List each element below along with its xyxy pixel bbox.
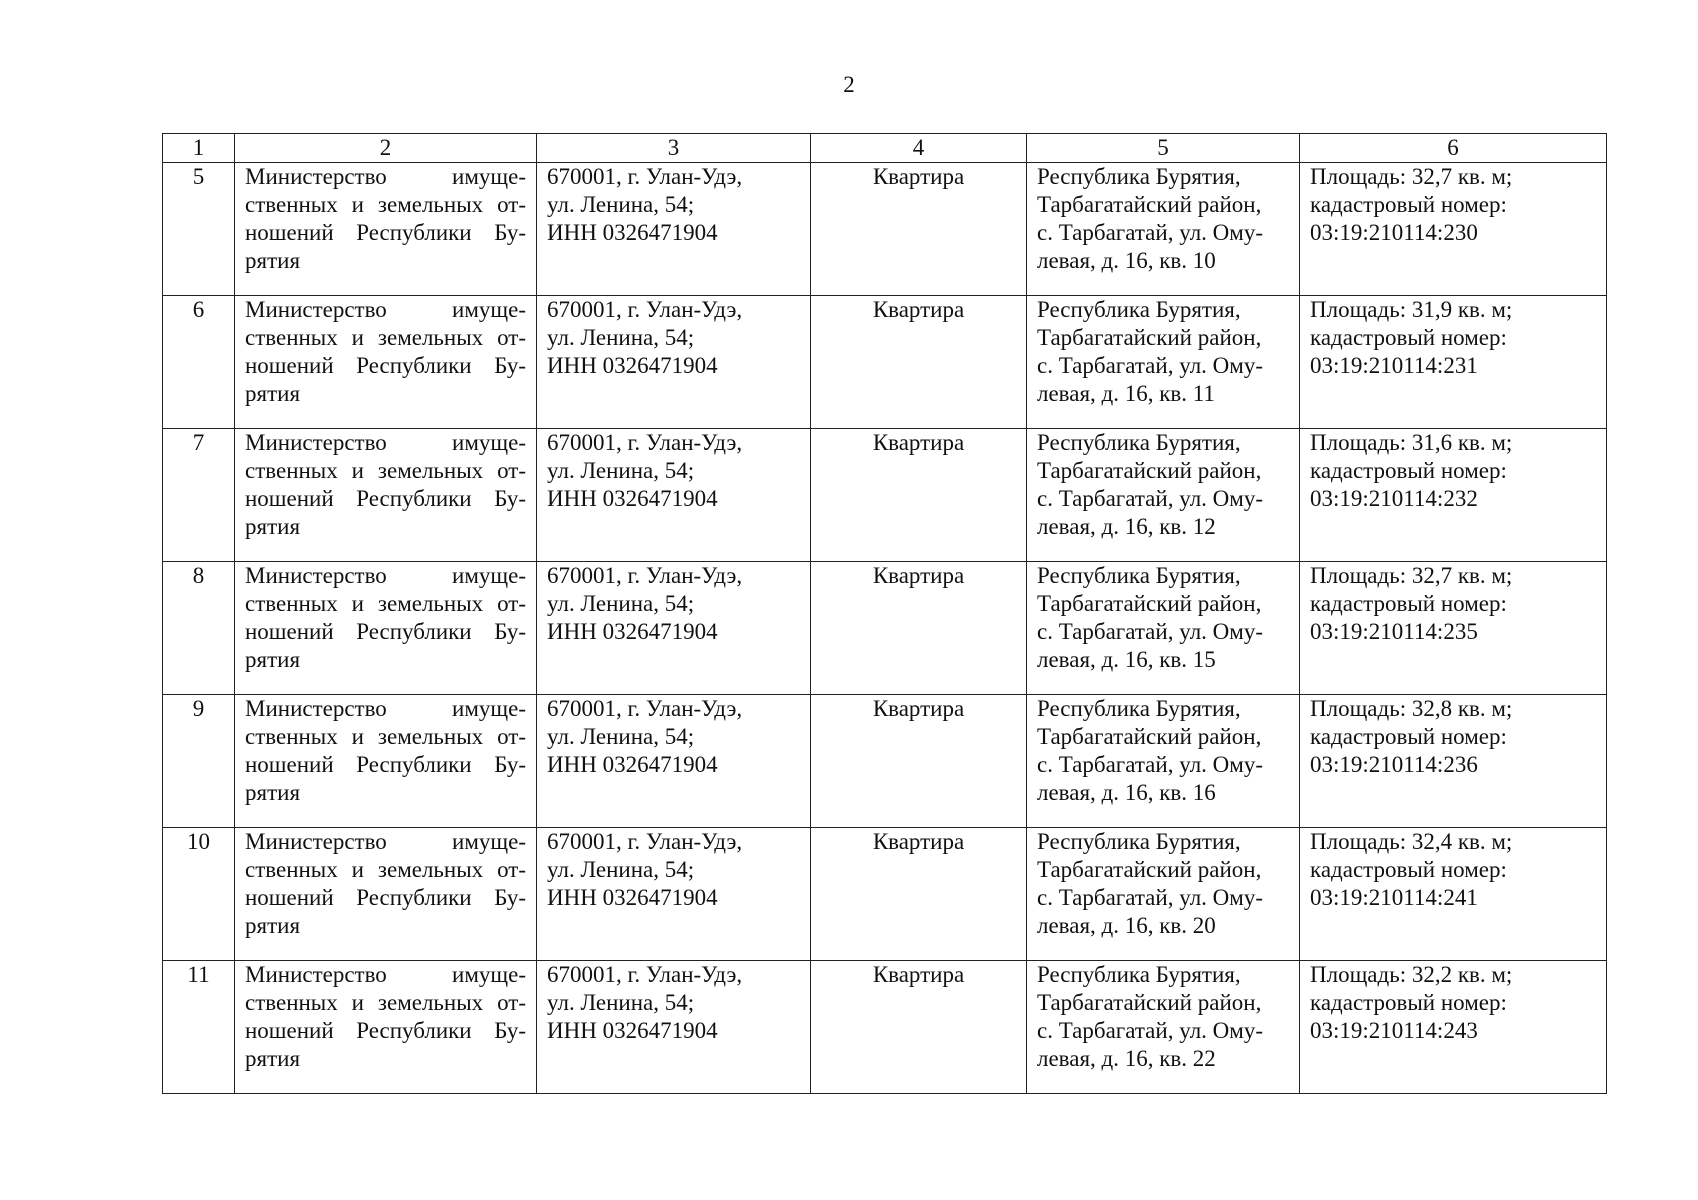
details-line: Площадь: 31,6 кв. м; <box>1310 430 1513 455</box>
requisites-cell <box>537 429 811 562</box>
owner-line: Министерство имуще- <box>245 430 526 455</box>
requisites-cell <box>537 695 811 828</box>
requisites-cell <box>537 562 811 695</box>
requisites-line: ул. Ленина, 54; <box>547 857 695 882</box>
requisites-line: 670001, г. Улан-Удэ, <box>547 430 743 455</box>
table-header <box>163 134 1607 163</box>
table-row <box>163 296 1607 429</box>
row-number: 10 <box>163 828 235 961</box>
owner-line: ственных и земельных от- <box>245 990 526 1015</box>
details-line: кадастровый номер: <box>1310 458 1507 483</box>
table-row <box>163 961 1607 1094</box>
owner-line: рятия <box>245 1046 301 1071</box>
address-line: с. Тарбагатай, ул. Ому- <box>1037 1018 1263 1043</box>
address-line: левая, д. 16, кв. 10 <box>1037 248 1216 273</box>
owner-cell <box>235 429 537 562</box>
details-line: кадастровый номер: <box>1310 857 1507 882</box>
owner-line: ношений Республики Бу- <box>245 353 526 378</box>
requisites-line: ИНН 0326471904 <box>547 486 718 511</box>
details-line: 03:19:210114:231 <box>1310 353 1478 378</box>
requisites-line: ул. Ленина, 54; <box>547 591 695 616</box>
owner-cell <box>235 828 537 961</box>
requisites-line: ул. Ленина, 54; <box>547 990 695 1015</box>
row-number: 5 <box>163 163 235 296</box>
owner-line: рятия <box>245 248 301 273</box>
row-number: 11 <box>163 961 235 1094</box>
requisites-line: ул. Ленина, 54; <box>547 325 695 350</box>
owner-line: рятия <box>245 647 301 672</box>
property-type-cell: Квартира <box>811 562 1027 695</box>
address-line: левая, д. 16, кв. 11 <box>1037 381 1215 406</box>
column-header: 1 <box>163 134 235 163</box>
address-line: с. Тарбагатай, ул. Ому- <box>1037 353 1263 378</box>
property-registry-table <box>162 133 1607 1094</box>
owner-line: ношений Республики Бу- <box>245 220 526 245</box>
address-cell <box>1027 961 1300 1094</box>
owner-line: ношений Республики Бу- <box>245 619 526 644</box>
column-header: 4 <box>811 134 1027 163</box>
table-row <box>163 562 1607 695</box>
requisites-line: ИНН 0326471904 <box>547 220 718 245</box>
details-cell <box>1300 562 1607 695</box>
address-line: Тарбагатайский район, <box>1037 192 1262 217</box>
details-line: 03:19:210114:230 <box>1310 220 1478 245</box>
requisites-line: ИНН 0326471904 <box>547 752 718 777</box>
owner-line: Министерство имуще- <box>245 696 526 721</box>
table-row <box>163 163 1607 296</box>
owner-line: Министерство имуще- <box>245 563 526 588</box>
property-type-cell: Квартира <box>811 695 1027 828</box>
requisites-cell <box>537 828 811 961</box>
details-line: Площадь: 32,2 кв. м; <box>1310 962 1513 987</box>
owner-line: Министерство имуще- <box>245 829 526 854</box>
owner-line: рятия <box>245 913 301 938</box>
address-line: с. Тарбагатай, ул. Ому- <box>1037 486 1263 511</box>
owner-cell <box>235 163 537 296</box>
requisites-cell <box>537 163 811 296</box>
column-header: 2 <box>235 134 537 163</box>
address-line: с. Тарбагатай, ул. Ому- <box>1037 619 1263 644</box>
details-cell <box>1300 296 1607 429</box>
row-number: 8 <box>163 562 235 695</box>
requisites-line: 670001, г. Улан-Удэ, <box>547 297 743 322</box>
owner-line: ношений Республики Бу- <box>245 1018 526 1043</box>
details-line: 03:19:210114:236 <box>1310 752 1478 777</box>
details-line: Площадь: 32,7 кв. м; <box>1310 164 1513 189</box>
row-number: 6 <box>163 296 235 429</box>
address-line: Республика Бурятия, <box>1037 962 1241 987</box>
row-number: 9 <box>163 695 235 828</box>
owner-line: Министерство имуще- <box>245 164 526 189</box>
details-line: 03:19:210114:235 <box>1310 619 1478 644</box>
details-cell <box>1300 163 1607 296</box>
details-line: кадастровый номер: <box>1310 990 1507 1015</box>
owner-line: рятия <box>245 780 301 805</box>
property-type-cell: Квартира <box>811 429 1027 562</box>
owner-line: ственных и земельных от- <box>245 192 526 217</box>
details-line: Площадь: 31,9 кв. м; <box>1310 297 1513 322</box>
owner-line: ношений Республики Бу- <box>245 486 526 511</box>
requisites-line: ИНН 0326471904 <box>547 1018 718 1043</box>
details-line: Площадь: 32,4 кв. м; <box>1310 829 1513 854</box>
column-header: 3 <box>537 134 811 163</box>
page-number: 2 <box>843 72 855 97</box>
owner-cell <box>235 562 537 695</box>
table-row <box>163 429 1607 562</box>
owner-line: рятия <box>245 381 301 406</box>
owner-line: ственных и земельных от- <box>245 458 526 483</box>
requisites-line: 670001, г. Улан-Удэ, <box>547 829 743 854</box>
address-line: с. Тарбагатай, ул. Ому- <box>1037 752 1263 777</box>
address-line: левая, д. 16, кв. 15 <box>1037 647 1216 672</box>
address-line: Республика Бурятия, <box>1037 297 1241 322</box>
address-line: Республика Бурятия, <box>1037 430 1241 455</box>
details-line: Площадь: 32,7 кв. м; <box>1310 563 1513 588</box>
address-line: Республика Бурятия, <box>1037 563 1241 588</box>
address-cell <box>1027 163 1300 296</box>
requisites-line: ИНН 0326471904 <box>547 885 718 910</box>
property-type-cell: Квартира <box>811 163 1027 296</box>
owner-line: рятия <box>245 514 301 539</box>
owner-cell <box>235 695 537 828</box>
header-row <box>163 134 1607 163</box>
details-cell <box>1300 429 1607 562</box>
column-header: 6 <box>1300 134 1607 163</box>
address-line: Республика Бурятия, <box>1037 829 1241 854</box>
details-line: кадастровый номер: <box>1310 724 1507 749</box>
details-cell <box>1300 828 1607 961</box>
requisites-line: 670001, г. Улан-Удэ, <box>547 962 743 987</box>
requisites-line: 670001, г. Улан-Удэ, <box>547 164 743 189</box>
address-line: Тарбагатайский район, <box>1037 325 1262 350</box>
requisites-line: ИНН 0326471904 <box>547 353 718 378</box>
details-line: 03:19:210114:232 <box>1310 486 1478 511</box>
details-line: Площадь: 32,8 кв. м; <box>1310 696 1513 721</box>
property-type-cell: Квартира <box>811 828 1027 961</box>
table-row <box>163 828 1607 961</box>
owner-cell <box>235 961 537 1094</box>
requisites-line: 670001, г. Улан-Удэ, <box>547 696 743 721</box>
address-line: левая, д. 16, кв. 16 <box>1037 780 1216 805</box>
owner-line: Министерство имуще- <box>245 962 526 987</box>
property-type-cell: Квартира <box>811 296 1027 429</box>
address-line: Тарбагатайский район, <box>1037 990 1262 1015</box>
address-cell <box>1027 695 1300 828</box>
details-line: кадастровый номер: <box>1310 591 1507 616</box>
owner-line: ношений Республики Бу- <box>245 885 526 910</box>
owner-cell <box>235 296 537 429</box>
owner-line: ношений Республики Бу- <box>245 752 526 777</box>
address-line: левая, д. 16, кв. 20 <box>1037 913 1216 938</box>
address-cell <box>1027 429 1300 562</box>
address-line: с. Тарбагатай, ул. Ому- <box>1037 220 1263 245</box>
property-type-cell: Квартира <box>811 961 1027 1094</box>
address-line: левая, д. 16, кв. 22 <box>1037 1046 1216 1071</box>
details-line: 03:19:210114:243 <box>1310 1018 1478 1043</box>
requisites-cell <box>537 961 811 1094</box>
owner-line: ственных и земельных от- <box>245 325 526 350</box>
address-line: Тарбагатайский район, <box>1037 724 1262 749</box>
details-cell <box>1300 695 1607 828</box>
requisites-line: ул. Ленина, 54; <box>547 192 695 217</box>
address-line: с. Тарбагатай, ул. Ому- <box>1037 885 1263 910</box>
table-body <box>163 163 1607 1094</box>
column-header: 5 <box>1027 134 1300 163</box>
table-row <box>163 695 1607 828</box>
address-line: Тарбагатайский район, <box>1037 857 1262 882</box>
address-line: Тарбагатайский район, <box>1037 591 1262 616</box>
owner-line: Министерство имуще- <box>245 297 526 322</box>
owner-line: ственных и земельных от- <box>245 724 526 749</box>
details-line: кадастровый номер: <box>1310 192 1507 217</box>
requisites-cell <box>537 296 811 429</box>
address-line: Республика Бурятия, <box>1037 164 1241 189</box>
details-cell <box>1300 961 1607 1094</box>
details-line: 03:19:210114:241 <box>1310 885 1478 910</box>
address-line: Тарбагатайский район, <box>1037 458 1262 483</box>
address-line: левая, д. 16, кв. 12 <box>1037 514 1216 539</box>
address-line: Республика Бурятия, <box>1037 696 1241 721</box>
requisites-line: 670001, г. Улан-Удэ, <box>547 563 743 588</box>
owner-line: ственных и земельных от- <box>245 857 526 882</box>
row-number: 7 <box>163 429 235 562</box>
address-cell <box>1027 296 1300 429</box>
requisites-line: ул. Ленина, 54; <box>547 724 695 749</box>
address-cell <box>1027 562 1300 695</box>
requisites-line: ИНН 0326471904 <box>547 619 718 644</box>
details-line: кадастровый номер: <box>1310 325 1507 350</box>
owner-line: ственных и земельных от- <box>245 591 526 616</box>
requisites-line: ул. Ленина, 54; <box>547 458 695 483</box>
address-cell <box>1027 828 1300 961</box>
